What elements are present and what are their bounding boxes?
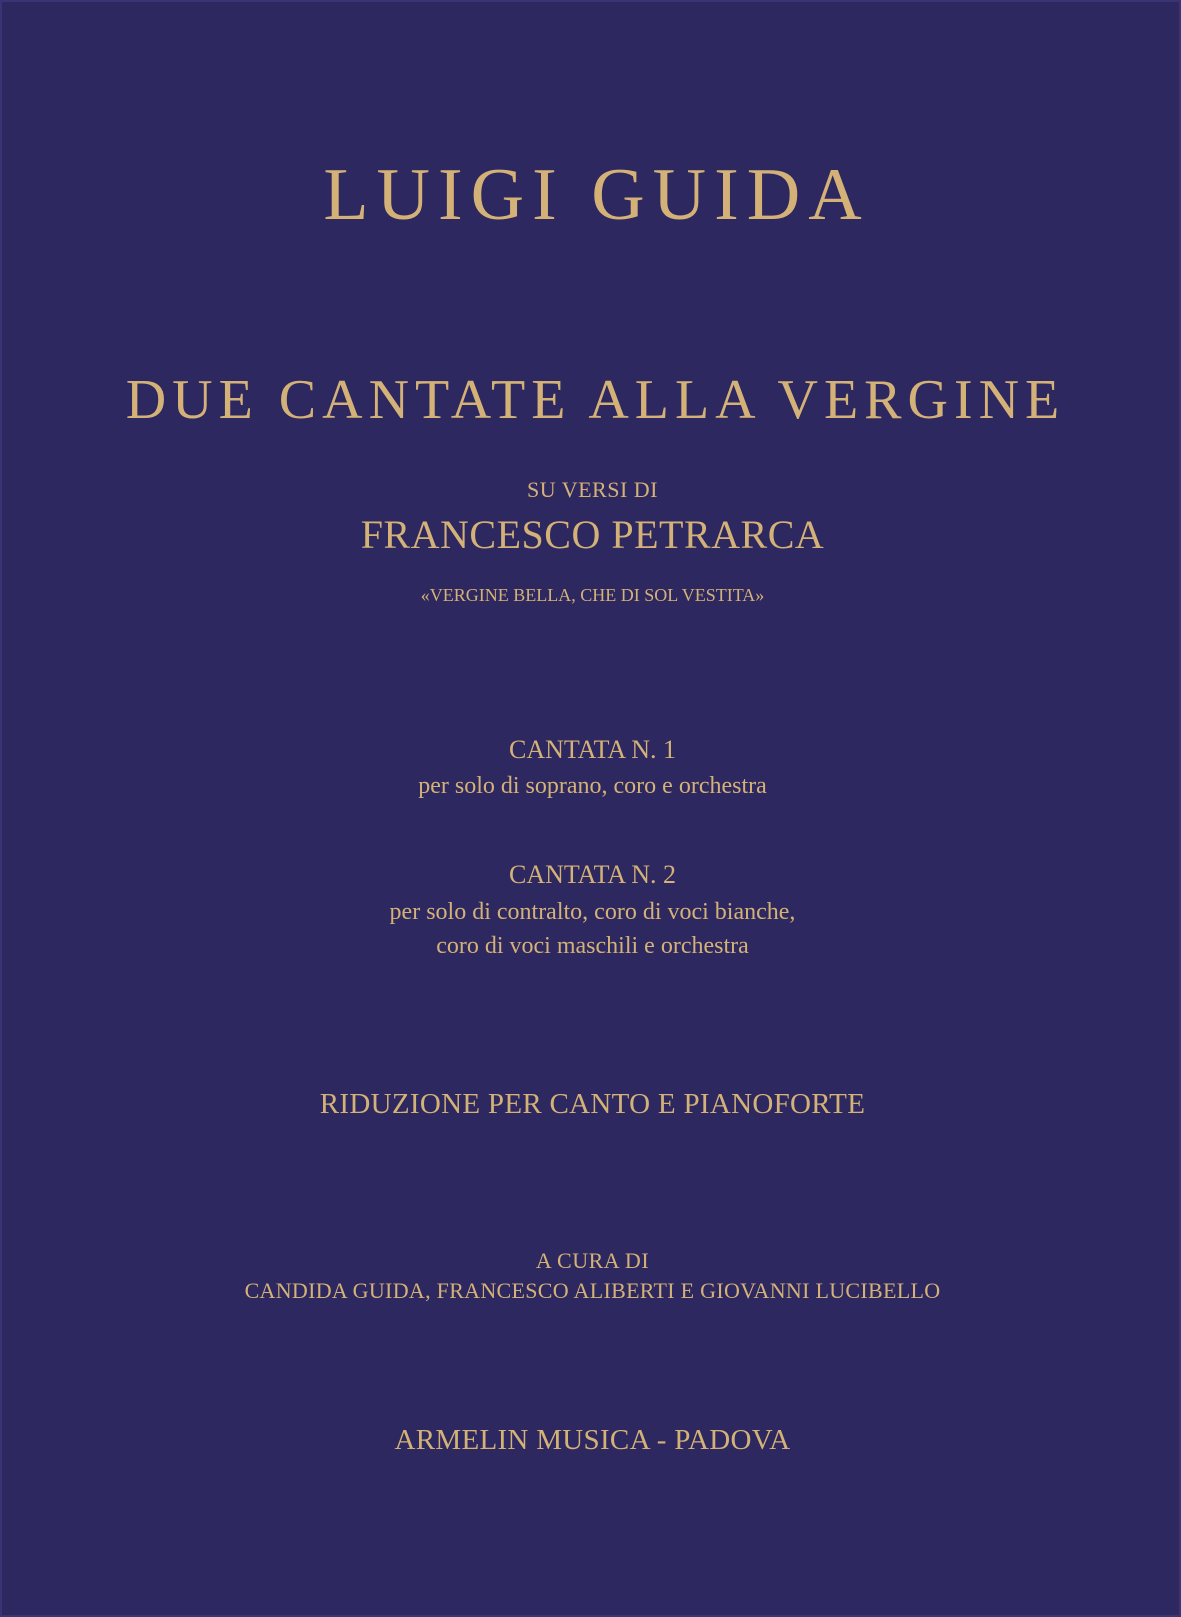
cantata-1-description: per solo di soprano, coro e orchestra bbox=[418, 773, 767, 799]
cantata-2-title: CANTATA N. 2 bbox=[508, 860, 676, 889]
poet-name: FRANCESCO PETRARCA bbox=[360, 512, 825, 557]
lyrics-intro: SU VERSI DI bbox=[526, 477, 658, 502]
publisher-name: ARMELIN MUSICA - PADOVA bbox=[394, 1424, 791, 1456]
cantata-1-title: CANTATA N. 1 bbox=[508, 735, 676, 764]
cantata-2-description-line-2: coro di voci maschili e orchestra bbox=[436, 933, 749, 959]
incipit-quote: «VERGINE BELLA, CHE DI SOL VESTITA» bbox=[420, 585, 765, 605]
work-title: DUE CANTATE ALLA VERGINE bbox=[125, 369, 1066, 431]
editors-names: CANDIDA GUIDA, FRANCESCO ALIBERTI E GIOVANNI LUCIBELLO bbox=[244, 1278, 941, 1303]
reduction-label: RIDUZIONE PER CANTO E PIANOFORTE bbox=[319, 1088, 866, 1120]
editors-label: A CURA DI bbox=[535, 1248, 650, 1273]
cantata-2-description-line-1: per solo di contralto, coro di voci bianche, bbox=[389, 899, 796, 925]
composer-name: LUIGI GUIDA bbox=[323, 154, 870, 236]
